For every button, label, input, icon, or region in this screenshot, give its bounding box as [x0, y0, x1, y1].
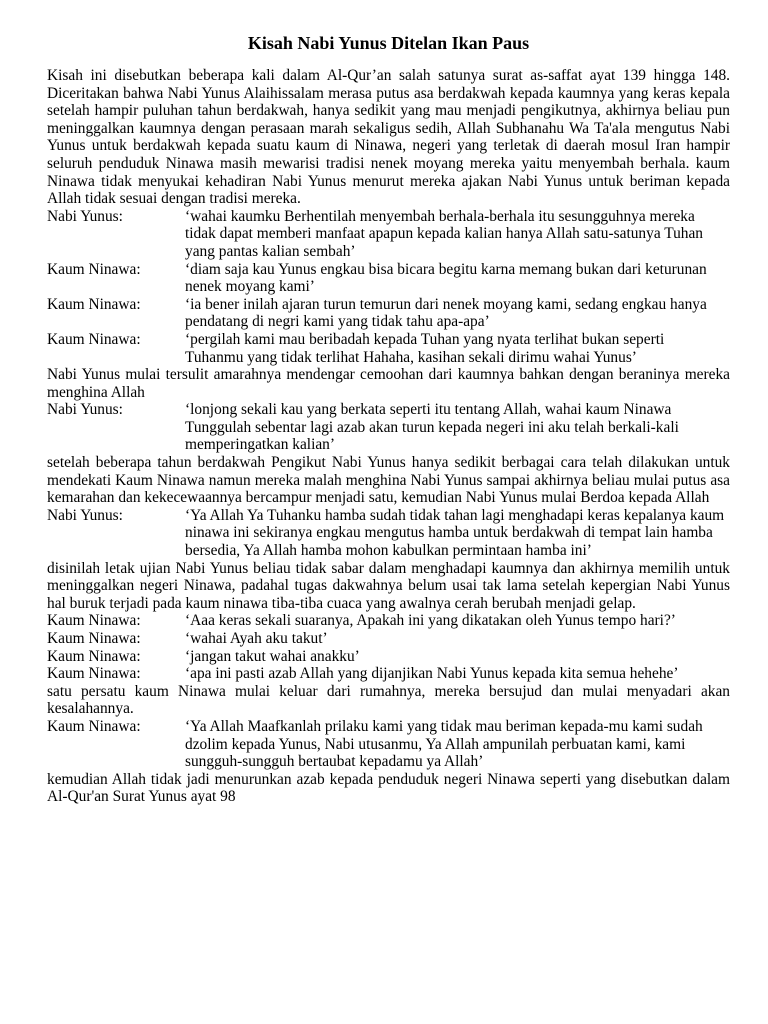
dialogue-line — [47, 665, 730, 683]
speaker-label: Nabi Yunus: — [47, 506, 123, 524]
dialogue-line — [47, 507, 730, 560]
dialogue-text: ‘ia bener inilah ajaran turun temurun dari nenek moyang kami, sedang engkau hanya pendatang di negri kami yang tidak tahu apa-apa’ — [185, 295, 707, 331]
speaker-label: Nabi Yunus: — [47, 401, 123, 419]
paragraph-narration: setelah beberapa tahun berdakwah Pengikut Nabi Yunus hanya sedikit berbagai cara telah dilakukan untuk mendekati Kaum Ninawa namun mereka malah menghina Nabi Yunus sampai akhirnya beliau mulai putus asa kemarahan dan kekecewaannya bercampur menjadi satu, kemudian Nabi Yunus mulai Berdoa kepada Allah — [47, 454, 730, 507]
paragraph-closing: kemudian Allah tidak jadi menurunkan azab kepada penduduk negeri Ninawa seperti yang disebutkan dalam Al-Qur'an Surat Yunus ayat 98 — [47, 770, 730, 806]
dialogue-text: ‘wahai Ayah aku takut’ — [185, 630, 328, 647]
dialogue-text: ‘Aaa keras sekali suaranya, Apakah ini yang dikatakan oleh Yunus tempo hari?’ — [185, 612, 676, 630]
document-title: Kisah Nabi Yunus Ditelan Ikan Paus — [247, 33, 530, 53]
dialogue-line — [47, 401, 730, 454]
dialogue-line — [47, 296, 730, 331]
paragraph-narration: satu persatu kaum Ninawa mulai keluar dari rumahnya, mereka bersujud dan mulai menyadari akan kesalahannya. — [47, 682, 730, 718]
dialogue-line — [47, 261, 730, 296]
dialogue-text: ‘lonjong sekali kau yang berkata seperti itu tentang Allah, wahai kaum Ninawa Tunggulah sebentar lagi azab akan turun kepada negeri ini aku telah berkali-kali memperingatkan kalian’ — [185, 401, 679, 454]
dialogue-text: ‘diam saja kau Yunus engkau bisa bicara begitu karna memang bukan dari keturunan nenek moyang kami’ — [185, 260, 707, 296]
dialogue-text: ‘wahai kaumku Berhentilah menyembah berhala-berhala itu sesungguhnya mereka tidak dapat memberi manfaat apapun kepada kalian hanya Allah satu-satunya Tuhan yang pantas kalian sembah’ — [185, 207, 703, 260]
speaker-label: Kaum Ninawa: — [47, 260, 141, 278]
speaker-label: Kaum Ninawa: — [47, 630, 141, 647]
document-page — [47, 32, 730, 806]
speaker-label: Kaum Ninawa: — [47, 647, 141, 665]
paragraph-intro: Kisah ini disebutkan beberapa kali dalam Al-Qur’an salah satunya surat as-saffat ayat 139 hingga 148. Diceritakan bahwa Nabi Yunus Alaihissalam merasa putus asa berdakwah kepada kaumnya yang keras kepala setelah hampir puluhan tahun berdakwah, hanya sedikit yang mau menjadi pengikutnya, akhirnya beliau pun meninggalkan kaumnya dengan perasaan marah sekaligus sedih, Allah Subhanahu Wa Ta'ala mengutus Nabi Yunus untuk berdakwah kepada suatu kaum di Ninawa, negeri yang terletak di daerah mosul Iran hampir seluruh penduduk Ninawa masih mewarisi tradisi nenek moyang mereka yaitu menyembah berhala. kaum Ninawa tidak menyukai kehadiran Nabi Yunus menurut mereka ajakan Nabi Yunus untuk beriman kepada Allah tidak sesuai dengan tradisi mereka. — [47, 67, 730, 208]
dialogue-line — [47, 630, 730, 648]
speaker-label: Kaum Ninawa: — [47, 612, 141, 630]
speaker-label: Kaum Ninawa: — [47, 295, 141, 313]
dialogue-text: ‘jangan takut wahai anakku’ — [185, 647, 360, 665]
dialogue-text: ‘apa ini pasti azab Allah yang dijanjikan Nabi Yunus kepada kita semua hehehe’ — [185, 665, 679, 683]
dialogue-text: ‘Ya Allah Ya Tuhanku hamba sudah tidak tahan lagi menghadapi keras kepalanya kaum ninawa ini sekiranya engkau mengutus hamba untuk berdakwah di tempat lain hamba bersedia, Ya Allah hamba mohon kabulkan permintaan hamba ini’ — [185, 506, 725, 560]
dialogue-text: ‘Ya Allah Maafkanlah prilaku kami yang tidak mau beriman kepada-mu kami sudah dzolim kepada Yunus, Nabi utusanmu, Ya Allah ampunilah perbuatan kami, kami sungguh-sungguh bertaubat kepadamu ya Allah’ — [185, 717, 703, 771]
speaker-label: Kaum Ninawa: — [47, 330, 141, 348]
speaker-label: Kaum Ninawa: — [47, 717, 141, 735]
dialogue-line — [47, 208, 730, 261]
speaker-label: Nabi Yunus: — [47, 207, 123, 225]
paragraph-narration: Nabi Yunus mulai tersulit amarahnya mendengar cemoohan dari kaumnya bahkan dengan beraninya mereka menghina Allah — [47, 366, 730, 401]
dialogue-line — [47, 612, 730, 630]
dialogue-line — [47, 648, 730, 666]
dialogue-line — [47, 331, 730, 366]
speaker-label: Kaum Ninawa: — [47, 665, 141, 683]
dialogue-text: ‘pergilah kami mau beribadah kepada Tuhan yang nyata terlihat bukan seperti Tuhanmu yang tidak terlihat Hahaha, kasihan sekali dirimu wahai Yunus’ — [185, 330, 665, 366]
dialogue-line — [47, 718, 730, 771]
paragraph-narration: disinilah letak ujian Nabi Yunus beliau tidak sabar dalam menghadapi kaumnya dan akhirnya memilih untuk meninggalkan negeri Ninawa, padahal tugas dakwahnya belum usai tak lama setelah kepergian Nabi Yunus hal buruk terjadi pada kaum ninawa tiba-tiba cuaca yang awalnya cerah berubah menjadi gelap. — [47, 559, 730, 612]
